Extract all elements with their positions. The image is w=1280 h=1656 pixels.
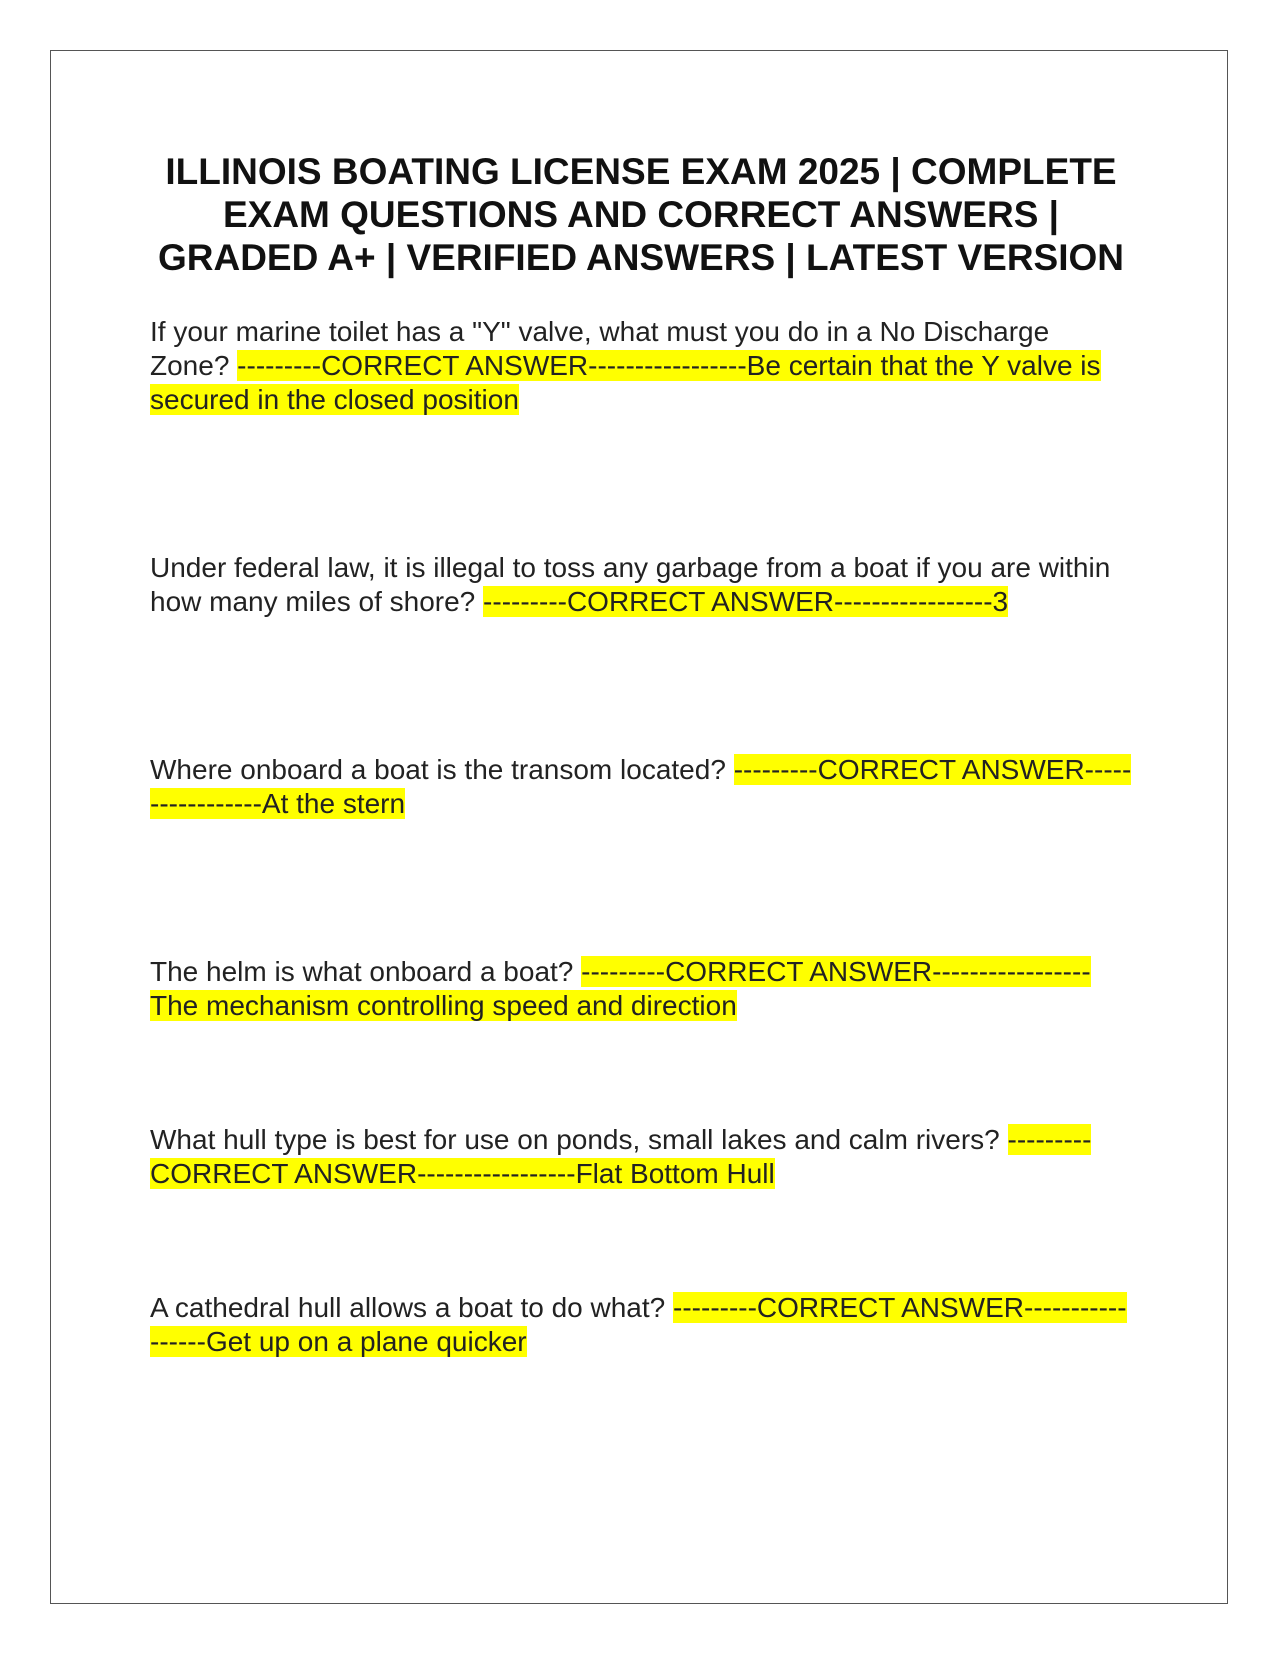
qa-item [150,315,1132,417]
qa-item [150,1123,1132,1191]
qa-item [150,753,1132,821]
qa-list [150,315,1132,1359]
question-text: If your marine toilet has a "Y" valve, what must you do in a No Discharge Zone? [150,316,1050,381]
answer-highlight: ---------CORRECT ANSWER-----------------3 [483,586,1009,617]
question-text: The helm is what onboard a boat? [150,956,582,987]
qa-item [150,551,1132,619]
answer-highlight: ---------CORRECT ANSWER-----------------Get up on a plane quicker [150,1292,1127,1357]
question-text: A cathedral hull allows a boat to do what? [150,1292,674,1323]
answer-highlight: ---------CORRECT ANSWER-----------------Flat Bottom Hull [150,1124,1092,1189]
question-text: Under federal law, it is illegal to toss any garbage from a boat if you are within how many miles of shore? [150,552,1111,617]
question-text: What hull type is best for use on ponds, small lakes and calm rivers? [150,1124,1008,1155]
question-text: Where onboard a boat is the transom located? [150,754,734,785]
answer-highlight: ---------CORRECT ANSWER-----------------The mechanism controlling speed and direction [150,956,1091,1021]
document-title: ILLINOIS BOATING LICENSE EXAM 2025 | COMPLETE EXAM QUESTIONS AND CORRECT ANSWERS | GRADED A+ | VERIFIED ANSWERS | LATEST VERSION [157,151,1124,278]
qa-item [150,1291,1132,1359]
document-content [150,150,1132,1493]
answer-highlight: ---------CORRECT ANSWER-----------------At the stern [150,754,1132,819]
answer-highlight: ---------CORRECT ANSWER-----------------Be certain that the Y valve is secured in the closed position [150,350,1101,415]
qa-item [150,955,1132,1023]
